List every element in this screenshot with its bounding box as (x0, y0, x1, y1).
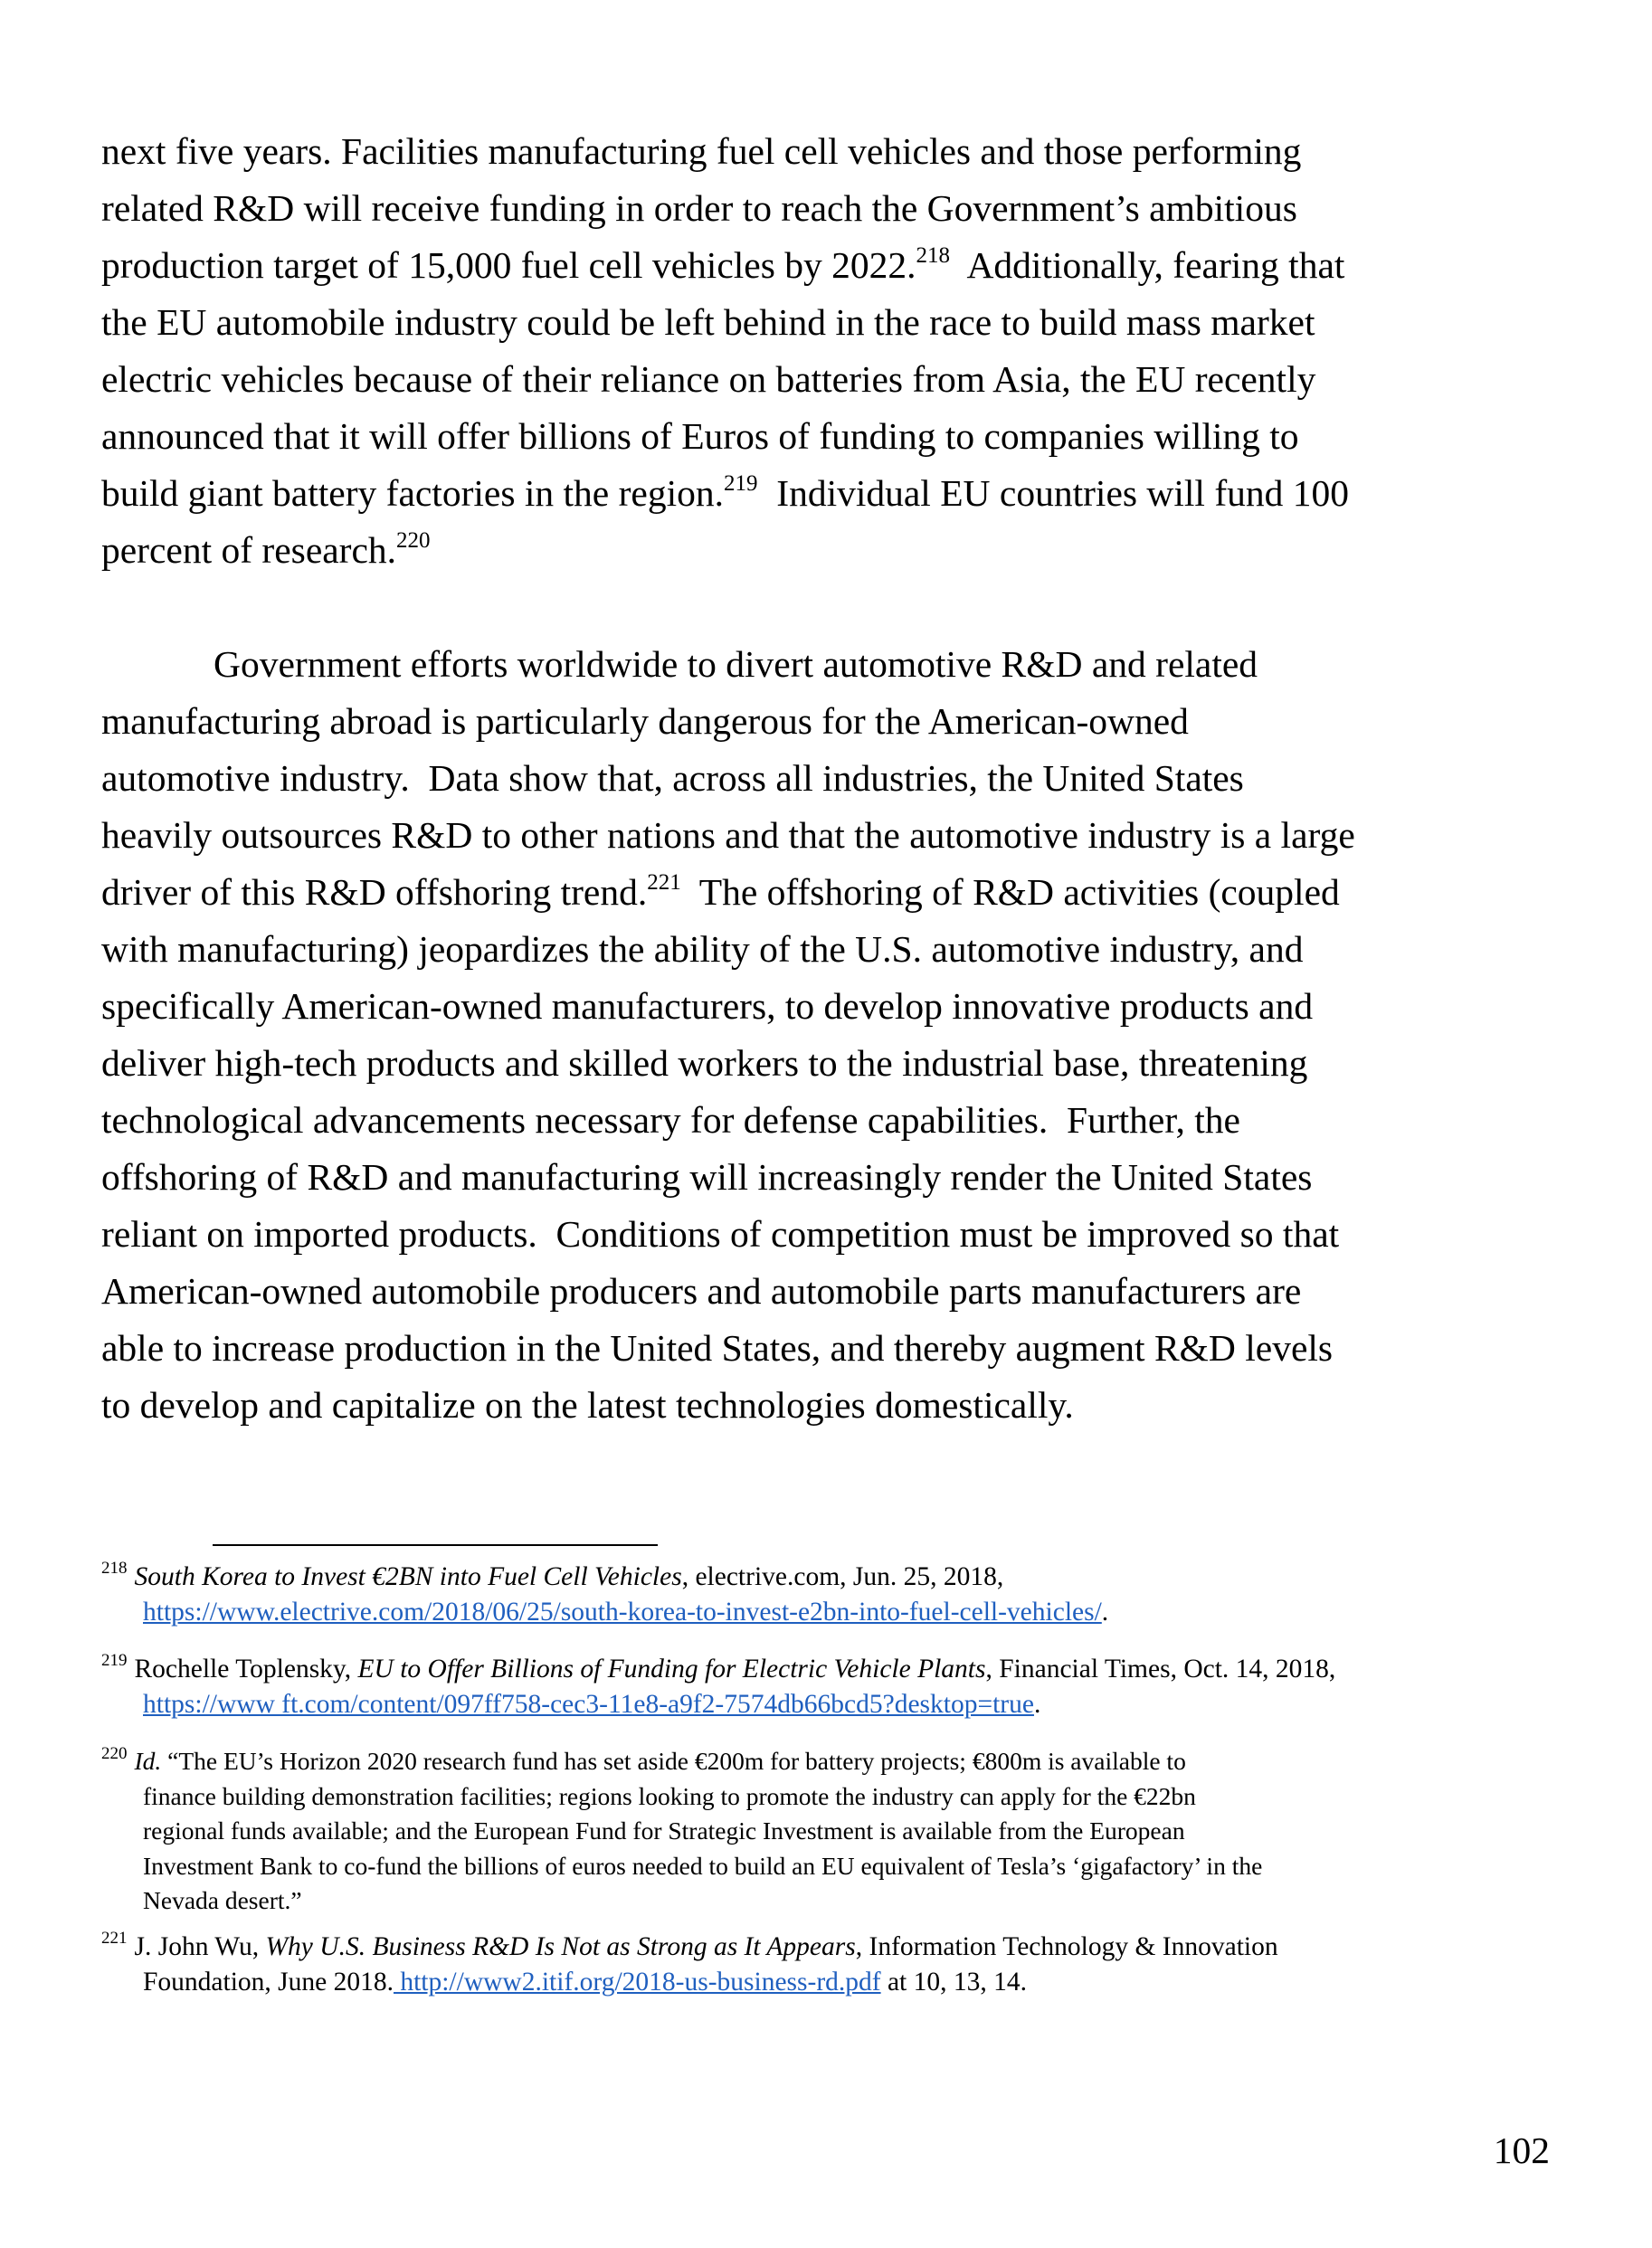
text-line: specifically American-owned manufacturers, to develop innovative products and (101, 985, 1314, 1027)
footnote-link[interactable]: http://www2.itif.org/2018-us-business-rd.pdf (393, 1967, 881, 1997)
footnote-text: . (1101, 1597, 1109, 1627)
body-paragraph-2 (101, 636, 1549, 1434)
footnote-title: EU to Offer Billions of Funding for Electric Vehicle Plants (357, 1655, 986, 1684)
text-line: Government efforts worldwide to divert automotive R&D and related (214, 643, 1258, 685)
page-number: 102 (1493, 2129, 1550, 2171)
text-run: The offshoring of R&D activities (coupled (680, 871, 1340, 913)
text-line: reliant on imported products. Conditions of competition must be improved so that (101, 1213, 1340, 1255)
text-line: technological advancements necessary for defense capabilities. Further, the (101, 1099, 1240, 1141)
text-line: to develop and capitalize on the latest technologies domestically. (101, 1384, 1074, 1426)
footnote-title: South Korea to Invest €2BN into Fuel Cell Vehicles (134, 1562, 682, 1591)
text-line: manufacturing abroad is particularly dangerous for the American-owned (101, 700, 1189, 742)
footnote-218 (101, 1560, 1549, 1629)
footnote-id: Id. (134, 1747, 162, 1775)
text-line: offshoring of R&D and manufacturing will increasingly render the United States (101, 1156, 1313, 1198)
footnote-text: , electrive.com, Jun. 25, 2018, (681, 1562, 1004, 1591)
footnote-author: Rochelle Toplensky, (134, 1655, 358, 1684)
body-paragraph-1 (101, 123, 1549, 579)
footnote-line: Nevada desert.” (143, 1886, 302, 1914)
text-line: announced that it will offer billions of Euros of funding to companies willing to (101, 415, 1299, 457)
footnote-line: regional funds available; and the European Fund for Strategic Investment is available from the European (143, 1816, 1185, 1845)
footnote-text: . (1033, 1689, 1041, 1719)
footnote-ref-219[interactable]: 219 (724, 471, 758, 497)
text-line: American-owned automobile producers and automobile parts manufacturers are (101, 1270, 1302, 1312)
footnote-author: J. John Wu, (134, 1932, 266, 1961)
footnote-line: Investment Bank to co-fund the billions of euros needed to build an EU equivalent of Tesla’s ‘gigafactory’ in the (143, 1851, 1263, 1880)
text-line: the EU automobile industry could be left behind in the race to build mass market (101, 301, 1315, 343)
footnote-text: “The EU’s Horizon 2020 research fund has set aside €200m for battery projects; €800m is available to (161, 1747, 1186, 1775)
text-line: next five years. Facilities manufacturing fuel cell vehicles and those performing (101, 130, 1302, 172)
footnote-link[interactable]: https://www.electrive.com/2018/06/25/south-korea-to-invest-e2bn-into-fuel-cell-vehicles/ (143, 1597, 1102, 1627)
text-run: Additionally, fearing that (949, 244, 1345, 286)
footnote-line (101, 1560, 1549, 1595)
text-line (101, 522, 1549, 579)
footnote-221 (101, 1930, 1549, 1999)
footnote-ref-218[interactable]: 218 (916, 243, 950, 269)
text-line: deliver high-tech products and skilled workers to the industrial base, threatening (101, 1042, 1308, 1084)
footnote-line (101, 1652, 1549, 1687)
footnote-line (101, 1930, 1549, 1965)
text-run: Individual EU countries will fund 100 (757, 472, 1350, 514)
text-line (101, 465, 1549, 522)
footnote-link[interactable]: https://www ft.com/content/097ff758-cec3-11e8-a9f2-7574db66bcd5?desktop=true (143, 1689, 1034, 1719)
footnote-title: Why U.S. Business R&D Is Not as Strong as It Appears (265, 1932, 856, 1961)
text-line: related R&D will receive funding in order to reach the Government’s ambitious (101, 187, 1297, 229)
text-run: production target of 15,000 fuel cell vehicles by 2022. (101, 244, 916, 286)
text-line: heavily outsources R&D to other nations and that the automotive industry is a large (101, 814, 1355, 856)
footnote-line (101, 1965, 1549, 2000)
footnote-number: 221 (101, 1929, 128, 1949)
text-run: driver of this R&D offshoring trend. (101, 871, 648, 913)
footnote-separator (213, 1544, 658, 1546)
footnote-220 (101, 1744, 1549, 1919)
footnote-number: 219 (101, 1651, 128, 1671)
footnote-line (101, 1744, 1549, 1779)
text-run: percent of research. (101, 529, 397, 571)
text-line: electric vehicles because of their reliance on batteries from Asia, the EU recently (101, 358, 1316, 400)
footnote-text: at 10, 13, 14. (880, 1967, 1028, 1997)
text-line: with manufacturing) jeopardizes the ability of the U.S. automotive industry, and (101, 928, 1304, 970)
footnote-line (101, 1687, 1549, 1722)
footnote-ref-221[interactable]: 221 (647, 870, 681, 896)
footnote-number: 220 (101, 1743, 128, 1763)
footnote-number: 218 (101, 1559, 128, 1579)
footnote-text: , Financial Times, Oct. 14, 2018, (985, 1655, 1336, 1684)
text-line (101, 864, 1549, 921)
text-line (101, 237, 1549, 294)
footnote-text: , Information Technology & Innovation (855, 1932, 1278, 1961)
footnote-219 (101, 1652, 1549, 1722)
footnote-line (101, 1595, 1549, 1630)
footnote-line: finance building demonstration facilities; regions looking to promote the industry can apply for the €22bn (143, 1781, 1196, 1810)
text-run: build giant battery factories in the region. (101, 472, 724, 514)
footnote-ref-220[interactable]: 220 (396, 528, 431, 554)
text-line: able to increase production in the United States, and thereby augment R&D levels (101, 1327, 1334, 1369)
footnote-text: Foundation, June 2018. (143, 1967, 394, 1997)
text-line: automotive industry. Data show that, across all industries, the United States (101, 757, 1244, 799)
